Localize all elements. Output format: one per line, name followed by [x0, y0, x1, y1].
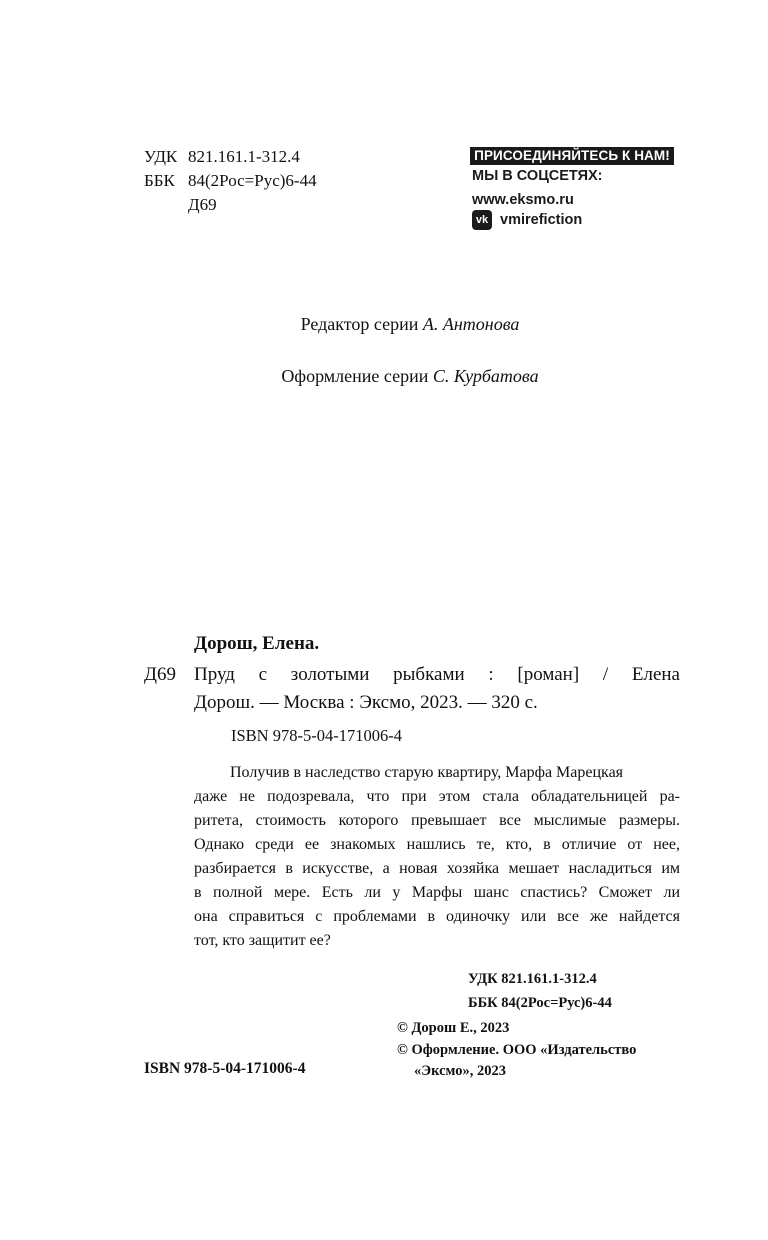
series-editor-name: А. Антонова [422, 314, 520, 334]
abstract-line: тот, кто защитит ее? [194, 932, 331, 949]
series-design-credit [26, 366, 768, 387]
series-editor-label: Редактор серии [300, 314, 419, 334]
author-heading: Дорош, Елена. [194, 633, 320, 654]
title-line-1: Пруд с золотыми рыбками : [роман] / Елена [194, 664, 680, 685]
abstract-line: Однако среди ее знакомых нашлись те, кто, в отличие от нее, [194, 836, 680, 853]
abstract-line: даже не подозревала, что при этом стала обладательницей ра- [194, 788, 680, 805]
bbk-label: ББК [144, 171, 175, 190]
abstract-line: разбирается в искусстве, а новая хозяйка мешает насладиться им [194, 860, 680, 877]
abstract-line: в полной мере. Есть ли у Марфы шанс спастись? Сможет ли [194, 884, 680, 901]
series-editor-credit [26, 314, 768, 335]
bbk-line [144, 169, 317, 193]
website-link[interactable]: www.eksmo.ru [472, 192, 574, 208]
udk-bottom: УДК 821.161.1-312.4 [468, 971, 597, 987]
join-us-banner: ПРИСОЕДИНЯЙТЕСЬ К НАМ! [470, 147, 674, 165]
copyright-publisher: «Эксмо», 2023 [414, 1063, 506, 1079]
series-design-label: Оформление серии [281, 366, 429, 386]
bbk-value: 84(2Рос=Рус)6-44 [188, 171, 317, 190]
isbn-bottom: ISBN 978-5-04-171006-4 [144, 1060, 306, 1077]
socnet-label: МЫ В СОЦСЕТЯХ: [472, 168, 603, 184]
cutter-code: Д69 [144, 664, 176, 685]
title-line-2: Дорош. — Москва : Эксмо, 2023. — 320 с. [194, 692, 538, 713]
vk-link[interactable] [472, 209, 582, 231]
copyright-design: © Оформление. ООО «Издательство [397, 1042, 637, 1058]
cutter-code-top: Д69 [188, 195, 217, 214]
abstract-line: ритета, стоимость которого превышает все мыслимые размеры. [194, 812, 680, 829]
copyright-author: © Дорош Е., 2023 [397, 1020, 510, 1036]
udk-line [144, 145, 300, 169]
isbn-record: ISBN 978-5-04-171006-4 [231, 726, 402, 745]
abstract-line: она справиться с проблемами в одиночку или все же найдется [194, 908, 680, 925]
vk-handle: vmirefiction [500, 212, 583, 228]
udk-value: 821.161.1-312.4 [188, 147, 300, 166]
bbk-bottom: ББК 84(2Рос=Рус)6-44 [468, 995, 612, 1011]
udk-label: УДК [144, 147, 178, 166]
abstract-line: Получив в наследство старую квартиру, Марфа Марецкая [230, 764, 624, 781]
series-design-name: С. Курбатова [432, 366, 539, 386]
vk-icon: vk [472, 210, 492, 230]
